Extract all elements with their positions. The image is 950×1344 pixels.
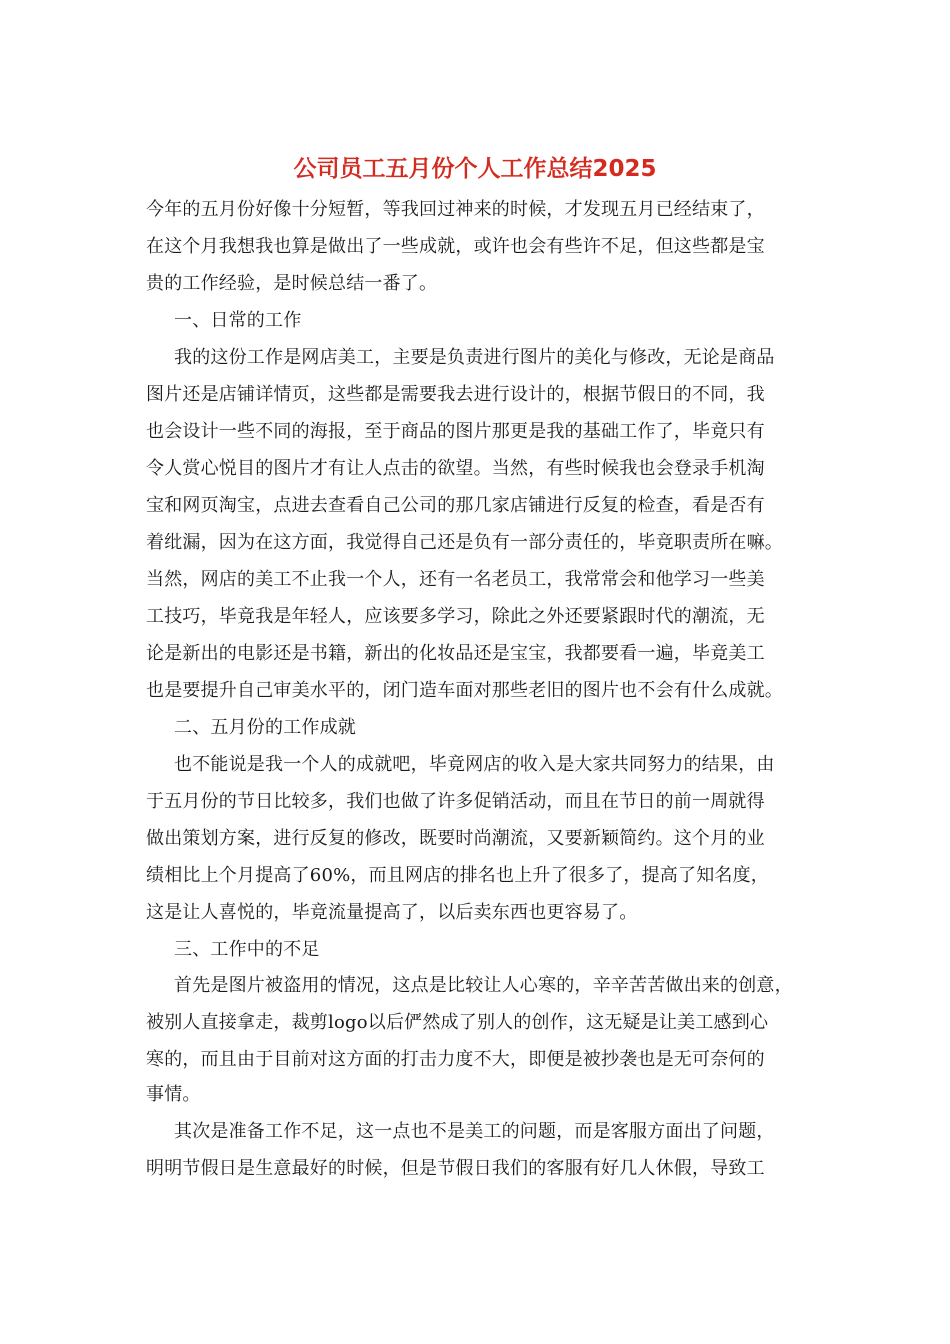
paragraph-line: 被别人直接拿走，裁剪logo以后俨然成了别人的创作，这无疑是让美工感到心 — [146, 1012, 769, 1033]
paragraph-line: 三、工作中的不足 — [174, 939, 320, 960]
paragraph-line: 图片还是店铺详情页，这些都是需要我去进行设计的，根据节假日的不同，我 — [146, 384, 765, 405]
paragraph-line: 贵的工作经验，是时候总结一番了。 — [146, 273, 438, 294]
paragraph-line: 于五月份的节日比较多，我们也做了许多促销活动，而且在节日的前一周就得 — [146, 791, 765, 812]
paragraph-line: 事情。 — [146, 1084, 201, 1105]
paragraph-line: 令人赏心悦目的图片才有让人点击的欲望。当然，有些时候我也会登录手机淘 — [146, 458, 765, 479]
paragraph-line: 论是新出的电影还是书籍，新出的化妆品还是宝宝，我都要看一遍，毕竟美工 — [146, 643, 765, 664]
paragraph-line: 着纰漏，因为在这方面，我觉得自己还是负有一部分责任的，毕竟职责所在嘛。 — [146, 532, 783, 553]
paragraph-line: 也是要提升自己审美水平的，闭门造车面对那些老旧的图片也不会有什么成就。 — [146, 680, 783, 701]
paragraph-line: 这是让人喜悦的，毕竟流量提高了，以后卖东西也更容易了。 — [146, 902, 638, 923]
paragraph-line: 做出策划方案，进行反复的修改，既要时尚潮流，又要新颖简约。这个月的业 — [146, 828, 765, 849]
paragraph-line: 也会设计一些不同的海报，至于商品的图片那更是我的基础工作了，毕竟只有 — [146, 421, 765, 442]
paragraph-line: 当然，网店的美工不止我一个人，还有一名老员工，我常常会和他学习一些美 — [146, 569, 765, 590]
paragraph-line: 首先是图片被盗用的情况，这点是比较让人心寒的，辛辛苦苦做出来的创意， — [174, 975, 793, 996]
document-title: 公司员工五月份个人工作总结2025 — [293, 156, 657, 182]
paragraph-line: 宝和网页淘宝，点进去查看自己公司的那几家店铺进行反复的检查，看是否有 — [146, 495, 765, 516]
paragraph-line: 今年的五月份好像十分短暂，等我回过神来的时候，才发现五月已经结束了， — [146, 199, 765, 220]
paragraph-line: 工技巧，毕竟我是年轻人，应该要多学习，除此之外还要紧跟时代的潮流，无 — [146, 606, 765, 627]
paragraph-line: 绩相比上个月提高了60%，而且网店的排名也上升了很多了，提高了知名度， — [146, 865, 770, 886]
paragraph-line: 也不能说是我一个人的成就吧，毕竟网店的收入是大家共同努力的结果，由 — [174, 754, 775, 775]
paragraph-line: 明明节假日是生意最好的时候，但是节假日我们的客服有好几人休假，导致工 — [146, 1158, 765, 1179]
paragraph-line: 寒的，而且由于目前对这方面的打击力度不大，即便是被抄袭也是无可奈何的 — [146, 1049, 765, 1070]
paragraph-line: 其次是准备工作不足，这一点也不是美工的问题，而是客服方面出了问题， — [174, 1121, 775, 1142]
paragraph-line: 在这个月我想我也算是做出了一些成就，或许也会有些许不足，但这些都是宝 — [146, 236, 765, 257]
paragraph-line: 我的这份工作是网店美工，主要是负责进行图片的美化与修改，无论是商品 — [174, 347, 775, 368]
paragraph-line: 二、五月份的工作成就 — [174, 717, 356, 738]
paragraph-line: 一、日常的工作 — [174, 310, 302, 331]
